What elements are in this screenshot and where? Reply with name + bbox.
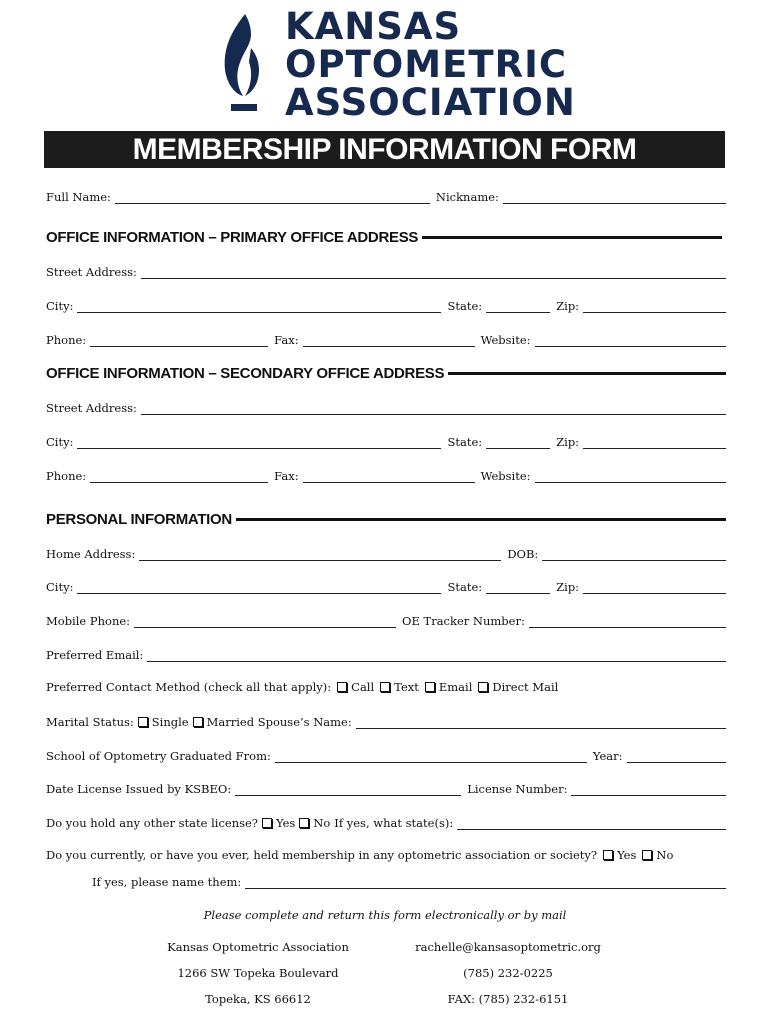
text-option-label: Text xyxy=(394,680,419,694)
secondary-street-field[interactable] xyxy=(141,403,726,415)
fax-label: Fax: xyxy=(274,469,299,483)
primary-city-field[interactable] xyxy=(77,301,441,313)
email-option-label: Email xyxy=(438,680,473,694)
license-number-label: License Number: xyxy=(467,782,568,796)
contact-email-link[interactable]: rachelle@kansasoptometric.org xyxy=(415,940,601,954)
secondary-phone-row xyxy=(46,465,726,483)
school-label: School of Optometry Graduated From: xyxy=(46,749,271,763)
preferred-email-field[interactable] xyxy=(147,650,726,662)
secondary-street-row xyxy=(46,397,726,415)
personal-state-field[interactable] xyxy=(486,582,550,594)
form-title-banner xyxy=(44,131,725,168)
section-heading: OFFICE INFORMATION – PRIMARY OFFICE ADDRESS xyxy=(46,228,419,246)
contact-phone-text: (785) 232-0225 xyxy=(463,966,553,980)
primary-zip-field[interactable] xyxy=(583,301,726,313)
license-row xyxy=(46,778,726,796)
nickname-label: Nickname: xyxy=(435,190,499,204)
primary-state-field[interactable] xyxy=(486,301,550,313)
city-label: City: xyxy=(46,435,74,449)
other-states-field[interactable] xyxy=(457,818,726,830)
home-address-field[interactable] xyxy=(139,549,501,561)
state-label: State: xyxy=(447,435,483,449)
other-license-question: Do you hold any other state license? xyxy=(46,816,258,830)
zip-label: Zip: xyxy=(556,435,580,449)
nickname-field[interactable] xyxy=(503,192,726,204)
section-rule xyxy=(236,518,726,521)
full-name-field[interactable] xyxy=(115,192,430,204)
section-personal xyxy=(46,508,726,530)
home-address-row xyxy=(46,543,726,561)
other-license-yes-checkbox[interactable] xyxy=(262,818,272,828)
section-heading: OFFICE INFORMATION – SECONDARY OFFICE ADDRESS xyxy=(46,364,445,382)
text-checkbox[interactable] xyxy=(380,682,390,692)
dob-label: DOB: xyxy=(507,547,539,561)
primary-city-row xyxy=(46,295,726,313)
primary-fax-field[interactable] xyxy=(303,335,475,347)
no-label: No xyxy=(656,848,674,862)
mobile-phone-field[interactable] xyxy=(134,616,396,628)
yes-label: Yes xyxy=(275,816,296,830)
year-label: Year: xyxy=(592,749,623,763)
city-label: City: xyxy=(46,580,74,594)
website-label: Website: xyxy=(480,333,531,347)
school-field[interactable] xyxy=(275,751,587,763)
street-label: Street Address: xyxy=(46,265,137,279)
other-license-no-checkbox[interactable] xyxy=(299,818,309,828)
association-logo-text xyxy=(285,5,576,124)
membership-no-checkbox[interactable] xyxy=(642,850,652,860)
license-date-field[interactable] xyxy=(235,784,461,796)
membership-yes-checkbox[interactable] xyxy=(603,850,613,860)
organization-name: Kansas Optometric Association xyxy=(167,940,349,954)
secondary-city-row xyxy=(46,431,726,449)
street-address-text: 1266 SW Topeka Boulevard xyxy=(177,966,339,980)
street-label: Street Address: xyxy=(46,401,137,415)
school-row xyxy=(46,745,726,763)
single-option-label: Single xyxy=(151,715,189,729)
fax-label: Fax: xyxy=(274,333,299,347)
personal-zip-field[interactable] xyxy=(583,582,726,594)
logo-line-2: OPTOMETRIC xyxy=(285,43,568,86)
other-states-label: If yes, what state(s): xyxy=(334,816,454,830)
primary-website-field[interactable] xyxy=(535,335,726,347)
secondary-zip-field[interactable] xyxy=(583,437,726,449)
other-license-row xyxy=(46,812,726,830)
primary-street-field[interactable] xyxy=(141,267,726,279)
primary-phone-row xyxy=(46,329,726,347)
section-secondary-office xyxy=(46,362,726,384)
direct-mail-checkbox[interactable] xyxy=(478,682,488,692)
flame-torch-icon xyxy=(221,14,265,112)
mailing-address-block xyxy=(150,940,366,1018)
home-address-label: Home Address: xyxy=(46,547,136,561)
secondary-state-field[interactable] xyxy=(486,437,550,449)
section-rule xyxy=(448,372,726,375)
single-checkbox[interactable] xyxy=(138,717,148,727)
logo-line-1: KANSAS xyxy=(285,5,462,48)
no-label: No xyxy=(313,816,331,830)
dob-field[interactable] xyxy=(542,549,726,561)
membership-names-label: If yes, please name them: xyxy=(92,875,242,889)
oe-tracker-label: OE Tracker Number: xyxy=(402,614,525,628)
return-instructions: Please complete and return this form electronically or by mail xyxy=(203,908,567,922)
phone-label: Phone: xyxy=(46,333,87,347)
membership-names-field[interactable] xyxy=(245,877,726,889)
marital-status-label: Marital Status: xyxy=(46,715,134,729)
primary-street-row xyxy=(46,261,726,279)
mobile-phone-label: Mobile Phone: xyxy=(46,614,131,628)
state-label: State: xyxy=(447,580,483,594)
personal-city-field[interactable] xyxy=(77,582,441,594)
call-checkbox[interactable] xyxy=(337,682,347,692)
phone-label: Phone: xyxy=(46,469,87,483)
oe-tracker-field[interactable] xyxy=(529,616,726,628)
email-checkbox[interactable] xyxy=(425,682,435,692)
mobile-row xyxy=(46,610,726,628)
city-label: City: xyxy=(46,299,74,313)
direct-mail-option-label: Direct Mail xyxy=(492,680,559,694)
contact-method-label: Preferred Contact Method (check all that apply): xyxy=(46,680,332,694)
preferred-email-row xyxy=(46,644,726,662)
secondary-city-field[interactable] xyxy=(77,437,441,449)
personal-city-row xyxy=(46,576,726,594)
secondary-phone-field[interactable] xyxy=(90,471,268,483)
secondary-website-field[interactable] xyxy=(535,471,726,483)
spouse-name-field[interactable] xyxy=(356,717,726,729)
section-rule xyxy=(422,236,722,239)
logo-line-3: ASSOCIATION xyxy=(285,81,576,124)
year-field[interactable] xyxy=(627,751,727,763)
license-date-label: Date License Issued by KSBEO: xyxy=(46,782,232,796)
section-heading: PERSONAL INFORMATION xyxy=(46,510,232,528)
primary-phone-field[interactable] xyxy=(90,335,268,347)
contact-info-block xyxy=(398,940,618,1018)
website-label: Website: xyxy=(480,469,531,483)
zip-label: Zip: xyxy=(556,299,580,313)
secondary-fax-field[interactable] xyxy=(303,471,475,483)
section-primary-office xyxy=(46,226,726,248)
full-name-label: Full Name: xyxy=(46,190,111,204)
license-number-field[interactable] xyxy=(571,784,726,796)
membership-question-row xyxy=(46,848,673,862)
marital-row xyxy=(46,711,726,729)
married-checkbox[interactable] xyxy=(193,717,203,727)
page-title: MEMBERSHIP INFORMATION FORM xyxy=(132,133,637,166)
name-row xyxy=(46,186,726,204)
membership-question: Do you currently, or have you ever, held membership in any optometric association or society? xyxy=(46,848,598,862)
spouse-name-label: Married Spouse’s Name: xyxy=(206,715,352,729)
zip-label: Zip: xyxy=(556,580,580,594)
preferred-email-label: Preferred Email: xyxy=(46,648,144,662)
state-label: State: xyxy=(447,299,483,313)
contact-fax-text: FAX: (785) 232-6151 xyxy=(447,992,569,1006)
membership-names-row xyxy=(92,871,726,889)
yes-label: Yes xyxy=(617,848,637,862)
contact-method-row xyxy=(46,680,558,694)
city-state-zip-text: Topeka, KS 66612 xyxy=(205,992,311,1006)
call-option-label: Call xyxy=(351,680,375,694)
